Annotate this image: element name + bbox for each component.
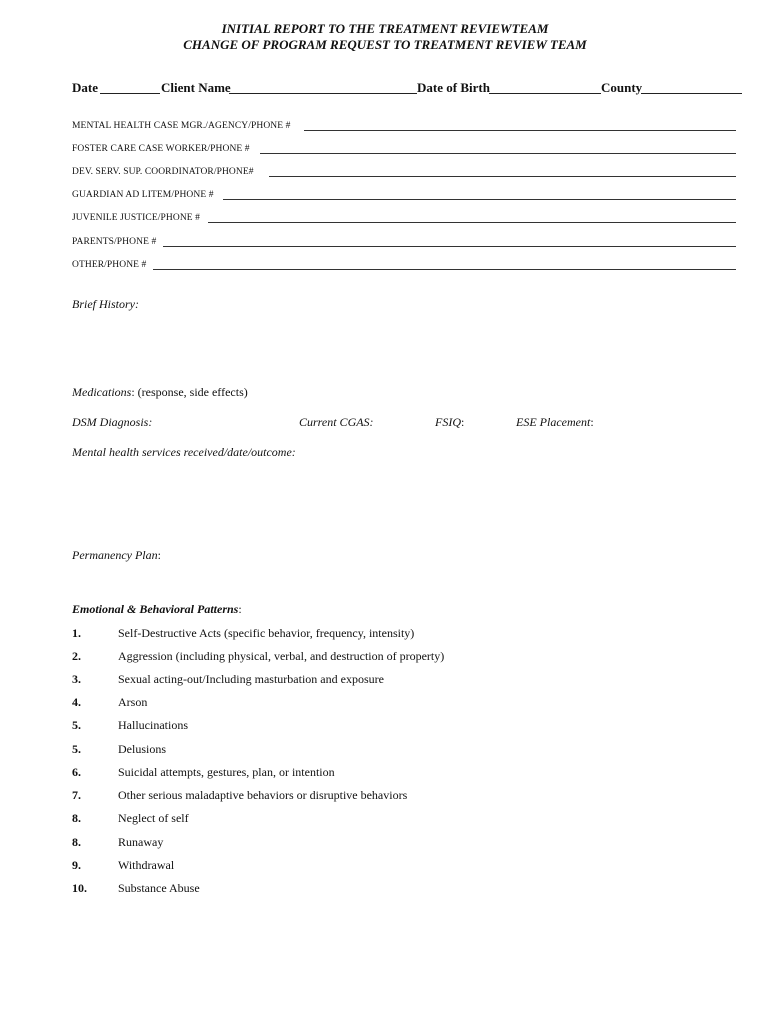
current-cgas-label: Current CGAS: xyxy=(299,415,374,429)
contact-row-juvenile xyxy=(72,213,736,227)
contact-field[interactable] xyxy=(223,199,736,200)
mental-health-services-label: Mental health services received/date/outcome: xyxy=(72,445,296,459)
client-name-field[interactable] xyxy=(229,93,417,94)
pattern-number: 10. xyxy=(72,881,87,895)
pattern-text: Suicidal attempts, gestures, plan, or intention xyxy=(118,765,335,779)
pattern-text: Delusions xyxy=(118,742,166,756)
pattern-text: Arson xyxy=(118,695,148,709)
date-of-birth-label: Date of Birth xyxy=(417,80,490,95)
fsiq-label: FSIQ: xyxy=(435,415,465,429)
header-fields-row xyxy=(72,80,742,98)
contact-label: JUVENILE JUSTICE/PHONE # xyxy=(72,213,201,223)
ese-placement-label-text: ESE Placement xyxy=(516,415,591,429)
county-label: County xyxy=(601,80,643,95)
pattern-item xyxy=(72,718,672,734)
medications-label xyxy=(72,385,248,400)
form-title-line1: INITIAL REPORT TO THE TREATMENT REVIEWTEAM xyxy=(221,21,549,36)
pattern-item xyxy=(72,672,672,688)
contact-field[interactable] xyxy=(304,130,736,131)
date-field[interactable] xyxy=(100,93,160,94)
pattern-text: Substance Abuse xyxy=(118,881,200,895)
pattern-number: 1. xyxy=(72,626,81,640)
contact-field[interactable] xyxy=(163,246,736,247)
pattern-number: 8. xyxy=(72,811,81,825)
pattern-text: Self-Destructive Acts (specific behavior, frequency, intensity) xyxy=(118,626,415,640)
contact-row-mental-health xyxy=(72,121,736,135)
pattern-item xyxy=(72,811,672,827)
contact-label: PARENTS/PHONE # xyxy=(72,237,157,247)
contact-row-parents xyxy=(72,237,736,251)
pattern-number: 6. xyxy=(72,765,81,779)
pattern-number: 7. xyxy=(72,788,81,802)
contact-label: OTHER/PHONE # xyxy=(72,260,147,270)
pattern-number: 9. xyxy=(72,858,81,872)
pattern-item xyxy=(72,765,672,781)
client-name-label: Client Name xyxy=(161,80,231,95)
contact-label: GUARDIAN AD LITEM/PHONE # xyxy=(72,190,214,200)
contact-field[interactable] xyxy=(208,222,736,223)
pattern-text: Hallucinations xyxy=(118,718,188,732)
contact-row-other xyxy=(72,260,736,274)
permanency-plan-label-text: Permanency Plan xyxy=(72,548,158,562)
pattern-text: Other serious maladaptive behaviors or disruptive behaviors xyxy=(118,788,408,802)
date-of-birth-field[interactable] xyxy=(489,93,601,94)
pattern-text: Aggression (including physical, verbal, and destruction of property) xyxy=(118,649,445,663)
pattern-number: 4. xyxy=(72,695,81,709)
contact-field[interactable] xyxy=(260,153,736,154)
medications-label-text: Medications xyxy=(72,385,132,399)
contact-row-guardian xyxy=(72,190,736,204)
pattern-number: 8. xyxy=(72,835,81,849)
pattern-text: Sexual acting-out/Including masturbation and exposure xyxy=(118,672,384,686)
pattern-item xyxy=(72,626,672,642)
permanency-plan-label: Permanency Plan: xyxy=(72,548,161,562)
pattern-item xyxy=(72,881,672,897)
pattern-item xyxy=(72,742,672,758)
pattern-number: 5. xyxy=(72,718,81,732)
county-field[interactable] xyxy=(641,93,742,94)
form-title-line2: CHANGE OF PROGRAM REQUEST TO TREATMENT REVIEW TEAM xyxy=(183,37,587,52)
contact-label: FOSTER CARE CASE WORKER/PHONE # xyxy=(72,144,250,154)
pattern-number: 2. xyxy=(72,649,81,663)
pattern-item xyxy=(72,649,672,665)
medications-note: : (response, side effects) xyxy=(131,385,248,399)
pattern-text: Neglect of self xyxy=(118,811,189,825)
pattern-item xyxy=(72,695,672,711)
pattern-text: Withdrawal xyxy=(118,858,175,872)
contact-row-foster-care xyxy=(72,144,736,158)
pattern-number: 5. xyxy=(72,742,81,756)
contact-field[interactable] xyxy=(269,176,736,177)
brief-history-label: Brief History: xyxy=(72,297,139,311)
fsiq-label-text: FSIQ xyxy=(435,415,461,429)
dsm-diagnosis-label: DSM Diagnosis: xyxy=(72,415,153,429)
emotional-behavioral-heading-text: Emotional & Behavioral Patterns xyxy=(72,602,239,616)
contact-label: MENTAL HEALTH CASE MGR./AGENCY/PHONE # xyxy=(72,121,291,131)
pattern-item xyxy=(72,788,672,804)
contact-label: DEV. SERV. SUP. COORDINATOR/PHONE# xyxy=(72,167,254,177)
pattern-item xyxy=(72,835,672,851)
emotional-behavioral-heading: Emotional & Behavioral Patterns: xyxy=(72,602,242,616)
contact-field[interactable] xyxy=(153,269,736,270)
pattern-item xyxy=(72,858,672,874)
pattern-number: 3. xyxy=(72,672,81,686)
ese-placement-label: ESE Placement: xyxy=(516,415,594,429)
contact-row-dev-serv xyxy=(72,167,736,181)
pattern-text: Runaway xyxy=(118,835,164,849)
date-label: Date xyxy=(72,80,98,95)
